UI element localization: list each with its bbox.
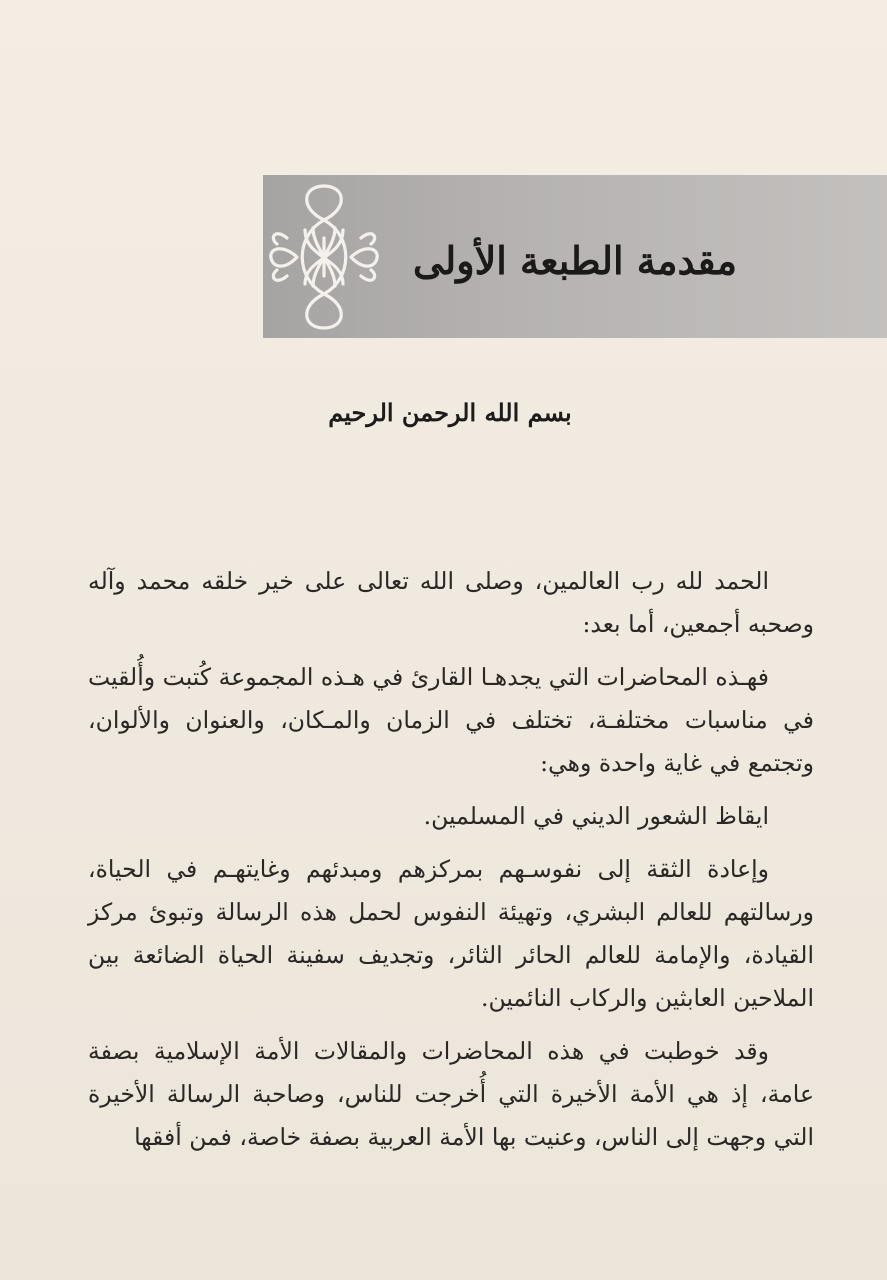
chapter-title: مقدمة الطبعة الأولى [412, 238, 737, 283]
paragraph: ايقاظ الشعور الديني في المسلمين. [423, 802, 769, 830]
paragraph: الحمد لله رب العالمين، وصلى الله تعالى على خير خلقه محمد وآله وصحبه أجمعين، أما بعد: [88, 567, 814, 638]
paragraph: فهـذه المحاضرات التي يجدهـا القارئ في هـذه المجموعة كُتبت وأُلقيت في مناسبات مختلفـة، تختلف في الزمان والمـكان، والعنوان والألوان، وتجتمع في غاية واحدة وهي: [88, 663, 814, 777]
body-text [88, 560, 814, 1169]
paragraph: وقد خوطبت في هذه المحاضرات والمقالات الأمة الإسلامية بصفة عامة، إذ هي الأمة الأخيرة التي أُخرجت للناس، وصاحبة الرسالة الأخيرة التي وجهت إلى الناس، وعنيت بها الأمة العربية بصفة خاصة، فمن أفقها [88, 1037, 814, 1151]
basmala-heading: بسم الله الرحمن الرحيم [328, 398, 572, 427]
knot-ornament-icon [265, 178, 383, 336]
paragraph: وإعادة الثقة إلى نفوسـهم بمركزهم ومبدئهم وغايتهـم في الحياة، ورسالتهم للعالم البشري، وتهيئة النفوس لحمل هذه الرسالة وتبوئ مركز القيادة، والإمامة للعالم الحائر الثائر، وتجديف سفينة الحياة الضائعة بين الملاحين العابثين والركاب النائمين. [88, 855, 814, 1012]
